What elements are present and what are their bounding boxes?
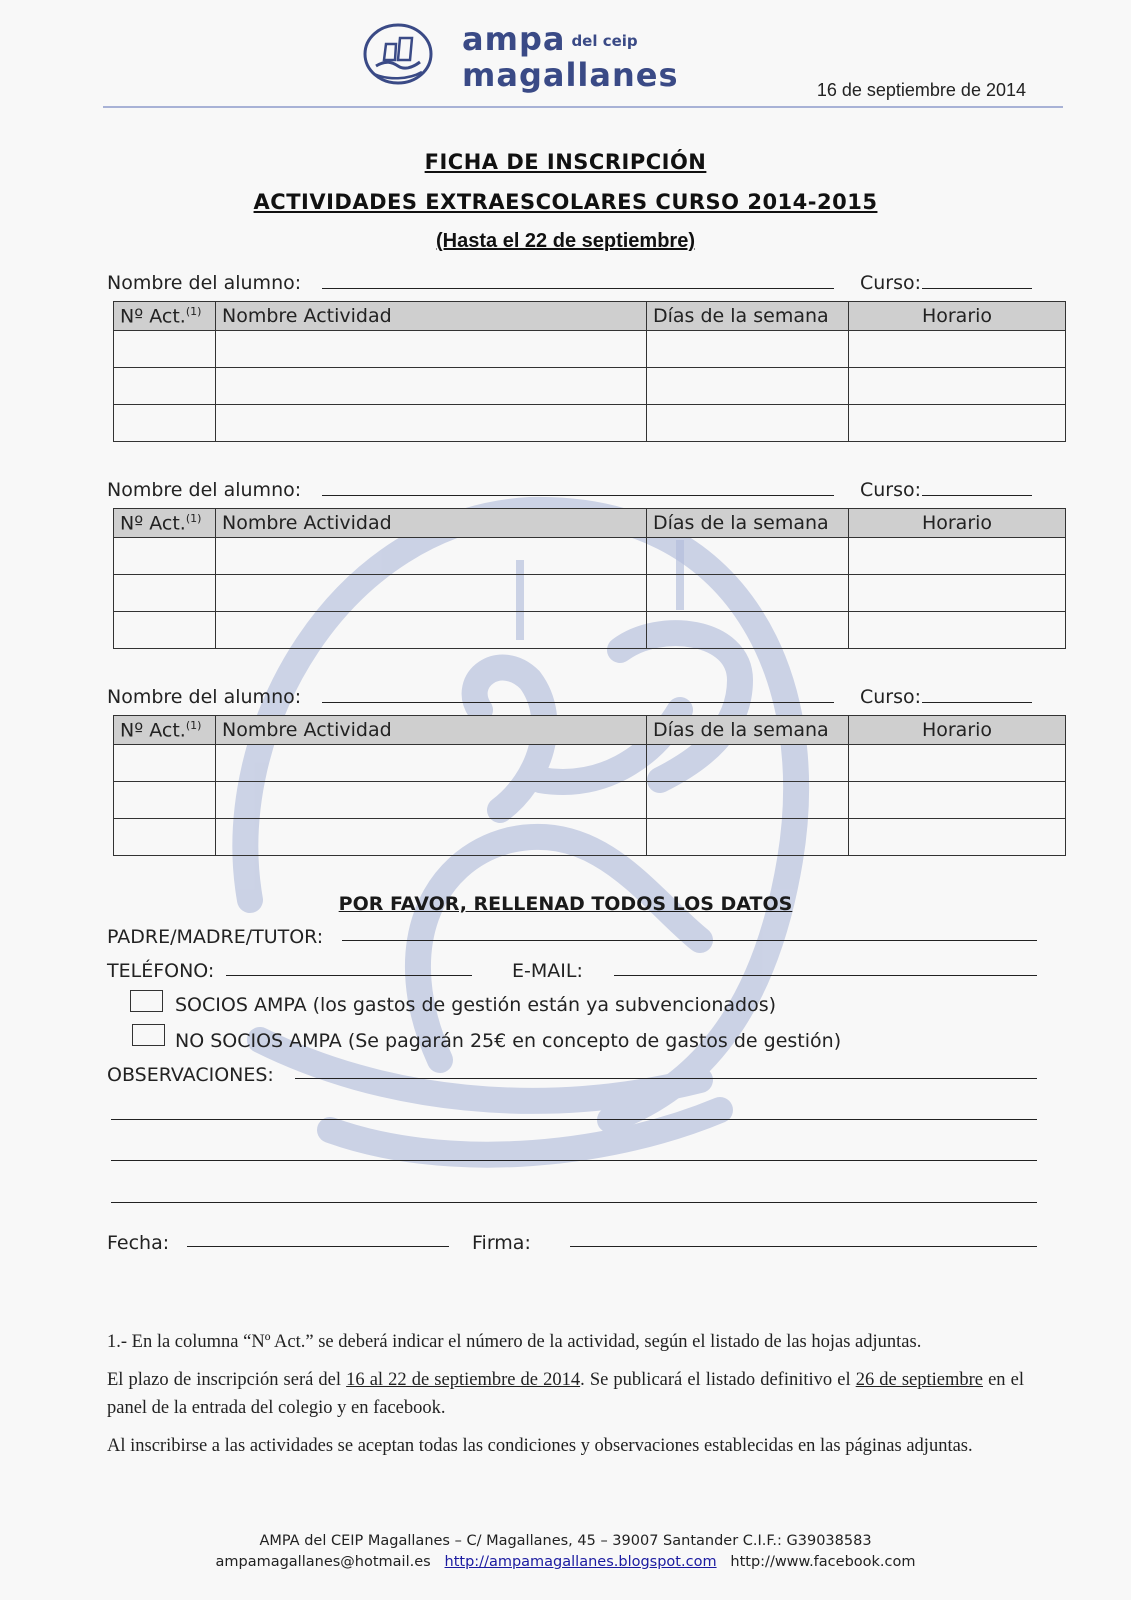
col-header-activity-name: Nombre Actividad bbox=[216, 302, 647, 331]
schedule-cell[interactable] bbox=[849, 612, 1066, 649]
activity-name-cell[interactable] bbox=[216, 612, 647, 649]
curso-label: Curso: bbox=[860, 272, 922, 294]
col-header-days: Días de la semana bbox=[647, 302, 849, 331]
footer-blog-link[interactable]: http://ampamagallanes.blogspot.com bbox=[444, 1554, 717, 1570]
table-header-row bbox=[114, 302, 1066, 331]
curso-field[interactable] bbox=[922, 288, 1032, 289]
num-act-cell[interactable] bbox=[114, 575, 216, 612]
footnote-mark: (1) bbox=[185, 718, 202, 732]
table-row bbox=[114, 405, 1066, 442]
curso-label: Curso: bbox=[860, 686, 922, 708]
footnote-mark: (1) bbox=[185, 304, 202, 318]
table-row bbox=[114, 575, 1066, 612]
curso-field[interactable] bbox=[922, 702, 1032, 703]
observations-field-line[interactable] bbox=[111, 1202, 1037, 1203]
days-cell[interactable] bbox=[647, 331, 849, 368]
email-label: E-MAIL: bbox=[512, 960, 583, 982]
signature-field[interactable] bbox=[570, 1246, 1037, 1247]
table-row bbox=[114, 612, 1066, 649]
table-row bbox=[114, 368, 1066, 405]
fill-all-heading: POR FAVOR, RELLENAD TODOS LOS DATOS bbox=[338, 893, 793, 915]
parent-label: PADRE/MADRE/TUTOR: bbox=[107, 926, 324, 948]
activities-table bbox=[113, 715, 1066, 856]
days-cell[interactable] bbox=[647, 368, 849, 405]
table-row bbox=[114, 782, 1066, 819]
col-header-num-act: Nº Act.$^{(1)}$ bbox=[114, 509, 216, 538]
schedule-cell[interactable] bbox=[849, 331, 1066, 368]
logo-del-ceip: del ceip bbox=[571, 32, 638, 50]
socios-option-label: SOCIOS AMPA (los gastos de gestión están ya subvencionados) bbox=[175, 994, 777, 1016]
socios-checkbox[interactable] bbox=[130, 990, 163, 1012]
no-socios-checkbox[interactable] bbox=[132, 1024, 165, 1046]
publication-date: 26 de septiembre bbox=[855, 1370, 983, 1390]
activities-table bbox=[113, 301, 1066, 442]
deadline-text: El plazo de inscripción será del bbox=[107, 1370, 347, 1390]
activity-name-cell[interactable] bbox=[216, 538, 647, 575]
logo-magallanes: magallanes bbox=[462, 56, 679, 94]
col-header-schedule: Horario bbox=[849, 302, 1066, 331]
num-act-cell[interactable] bbox=[114, 368, 216, 405]
table-header-row bbox=[114, 716, 1066, 745]
days-cell[interactable] bbox=[647, 819, 849, 856]
deadline-paragraph bbox=[107, 1366, 1024, 1422]
col-header-num-act: Nº Act.$^{(1)}$ bbox=[114, 716, 216, 745]
observations-label: OBSERVACIONES: bbox=[107, 1064, 274, 1086]
student-name-label: Nombre del alumno: bbox=[107, 686, 302, 708]
signature-label: Firma: bbox=[472, 1232, 531, 1254]
observations-field-line[interactable] bbox=[111, 1119, 1037, 1120]
no-socios-option-label: NO SOCIOS AMPA (Se pagarán 25€ en concepto de gastos de gestión) bbox=[175, 1030, 842, 1052]
student-name-field[interactable] bbox=[322, 495, 834, 496]
num-act-cell[interactable] bbox=[114, 538, 216, 575]
conditions-paragraph: Al inscribirse a las actividades se aceptan todas las condiciones y observaciones establecidas en las páginas adjuntas. bbox=[107, 1436, 973, 1456]
table-row bbox=[114, 819, 1066, 856]
days-cell[interactable] bbox=[647, 538, 849, 575]
form-subtitle: ACTIVIDADES EXTRAESCOLARES CURSO 2014-2015 bbox=[253, 190, 878, 214]
schedule-cell[interactable] bbox=[849, 782, 1066, 819]
ampa-ship-icon bbox=[362, 22, 434, 86]
student-name-field[interactable] bbox=[322, 702, 834, 703]
footer-facebook-link[interactable]: http://www.facebook.com bbox=[730, 1554, 916, 1570]
activity-name-cell[interactable] bbox=[216, 782, 647, 819]
activities-table bbox=[113, 508, 1066, 649]
phone-label: TELÉFONO: bbox=[107, 960, 215, 982]
days-cell[interactable] bbox=[647, 575, 849, 612]
header-divider bbox=[103, 106, 1063, 108]
col-header-days: Días de la semana bbox=[647, 716, 849, 745]
days-cell[interactable] bbox=[647, 782, 849, 819]
col-header-schedule: Horario bbox=[849, 716, 1066, 745]
student-name-label: Nombre del alumno: bbox=[107, 479, 302, 501]
num-act-cell[interactable] bbox=[114, 782, 216, 819]
schedule-cell[interactable] bbox=[849, 575, 1066, 612]
activity-name-cell[interactable] bbox=[216, 368, 647, 405]
deadline-note: (Hasta el 22 de septiembre) bbox=[436, 230, 695, 252]
schedule-cell[interactable] bbox=[849, 368, 1066, 405]
form-title: FICHA DE INSCRIPCIÓN bbox=[424, 150, 707, 174]
num-act-cell[interactable] bbox=[114, 745, 216, 782]
table-row bbox=[114, 745, 1066, 782]
col-header-days: Días de la semana bbox=[647, 509, 849, 538]
document-date: 16 de septiembre de 2014 bbox=[816, 80, 1026, 100]
activity-name-cell[interactable] bbox=[216, 745, 647, 782]
table-row bbox=[114, 538, 1066, 575]
deadline-dates: 16 al 22 de septiembre de 2014 bbox=[346, 1370, 581, 1390]
parent-field[interactable] bbox=[342, 940, 1037, 941]
schedule-cell[interactable] bbox=[849, 405, 1066, 442]
observations-field-line[interactable] bbox=[295, 1078, 1037, 1079]
days-cell[interactable] bbox=[647, 745, 849, 782]
num-act-cell[interactable] bbox=[114, 331, 216, 368]
curso-label: Curso: bbox=[860, 479, 922, 501]
col-header-schedule: Horario bbox=[849, 509, 1066, 538]
curso-field[interactable] bbox=[922, 495, 1032, 496]
schedule-cell[interactable] bbox=[849, 745, 1066, 782]
deadline-text: en el panel de la entrada del colegio y en facebook. bbox=[107, 1370, 1024, 1418]
student-name-label: Nombre del alumno: bbox=[107, 272, 302, 294]
days-cell[interactable] bbox=[647, 612, 849, 649]
activity-name-cell[interactable] bbox=[216, 405, 647, 442]
table-header-row bbox=[114, 509, 1066, 538]
student-name-field[interactable] bbox=[322, 288, 834, 289]
activity-name-cell[interactable] bbox=[216, 575, 647, 612]
num-act-cell[interactable] bbox=[114, 819, 216, 856]
logo-text bbox=[462, 22, 679, 92]
activity-name-cell[interactable] bbox=[216, 331, 647, 368]
footnote-1: 1.- En la columna “Nº Act.” se deberá indicar el número de la actividad, según el listado de las hojas adjuntas. bbox=[107, 1332, 922, 1352]
col-header-num-act: Nº Act.$^{(1)}$ bbox=[114, 302, 216, 331]
footer-address: AMPA del CEIP Magallanes – C/ Magallanes, 45 – 39007 Santander C.I.F.: G39038583 bbox=[259, 1533, 872, 1549]
table-row bbox=[114, 331, 1066, 368]
email-field[interactable] bbox=[614, 975, 1037, 976]
date-field[interactable] bbox=[187, 1246, 449, 1247]
logo-ampa: ampa bbox=[462, 20, 566, 58]
activity-name-cell[interactable] bbox=[216, 819, 647, 856]
footer-contacts bbox=[0, 1554, 1131, 1570]
footer-email[interactable]: ampamagallanes@hotmail.es bbox=[215, 1554, 431, 1570]
observations-field-line[interactable] bbox=[111, 1160, 1037, 1161]
num-act-cell[interactable] bbox=[114, 612, 216, 649]
footnote-mark: (1) bbox=[185, 511, 202, 525]
deadline-text: . Se publicará el listado definitivo el bbox=[580, 1370, 856, 1390]
schedule-cell[interactable] bbox=[849, 819, 1066, 856]
date-label: Fecha: bbox=[107, 1232, 170, 1254]
phone-field[interactable] bbox=[226, 975, 472, 976]
col-header-activity-name: Nombre Actividad bbox=[216, 716, 647, 745]
col-header-activity-name: Nombre Actividad bbox=[216, 509, 647, 538]
schedule-cell[interactable] bbox=[849, 538, 1066, 575]
days-cell[interactable] bbox=[647, 405, 849, 442]
num-act-cell[interactable] bbox=[114, 405, 216, 442]
